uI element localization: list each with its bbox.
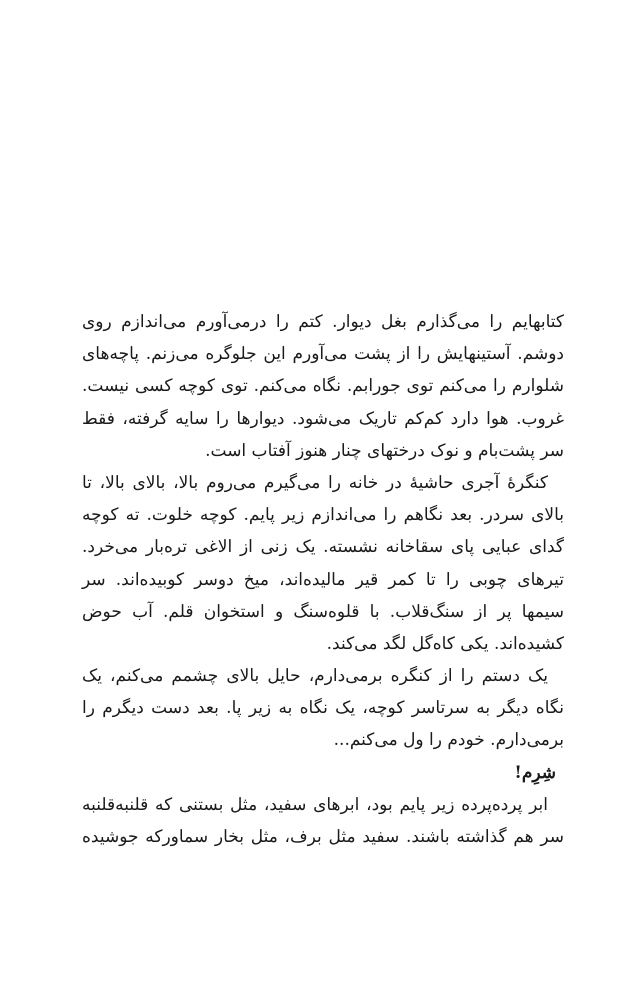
- text-line: نگاه دیگر به سرتاسر کوچه، یک نگاه به زیر پا. بعد دست دیگرم را: [82, 698, 564, 719]
- text-line: دوشم. آستینهایش را از پشت می‌آورم این جلوگره می‌زنم. پاچه‌های: [82, 344, 564, 365]
- exclamation-heading: شِرِم!: [514, 762, 556, 783]
- text-line: سیمها پر از سنگ‌قلاب. با قلوه‌سنگ و استخوان قلم. آب حوض: [82, 601, 564, 622]
- page-body-text: [82, 306, 564, 853]
- text-line: کتابهایم را می‌گذارم بغل دیوار. کتم را درمی‌آورم می‌اندازم روی: [82, 312, 564, 332]
- text-line: کشیده‌اند. یکی کاه‌گل لگد می‌کند.: [326, 633, 564, 654]
- text-line: سر هم گذاشته باشند. سفید مثل برف، مثل بخار سماورکه جوشیده: [82, 827, 564, 847]
- text-line: ابر پرده‌پرده زیر پایم بود، ابرهای سفید، مثل بستنی که قلنبه‌قلنبه: [82, 794, 548, 815]
- text-line: شلوارم را می‌کنم توی جورابم. نگاه می‌کنم. توی کوچه کسی نیست.: [82, 376, 564, 397]
- text-line: برمی‌دارم. خودم را ول می‌کنم...: [333, 730, 564, 751]
- text-line: گدای عبایی پای سقاخانه نشسته. یک زنی از الاغی تره‌بار می‌خرد.: [82, 537, 564, 558]
- text-line: سر پشت‌بام و نوک درختهای چنار هنوز آفتاب است.: [205, 440, 564, 461]
- text-line: غروب. هوا دارد کم‌کم تاریک می‌شود. دیوارها را سایه گرفته، فقط: [82, 408, 564, 429]
- text-line: یک دستم را از کنگره برمی‌دارم، حایل بالای چشمم می‌کنم، یک: [82, 666, 548, 687]
- text-line: بالای سردر. بعد نگاهم را می‌اندازم زیر پایم. کوچه خلوت. ته کوچه: [82, 505, 564, 526]
- text-line: تیرهای چوبی را تا کمر قیر مالیده‌اند، میخ دوسر کوبیده‌اند. سر: [82, 569, 564, 590]
- text-line: کنگرهٔ آجری حاشیهٔ در خانه را می‌گیرم می‌روم بالا، بالای بالا، تا: [82, 472, 548, 493]
